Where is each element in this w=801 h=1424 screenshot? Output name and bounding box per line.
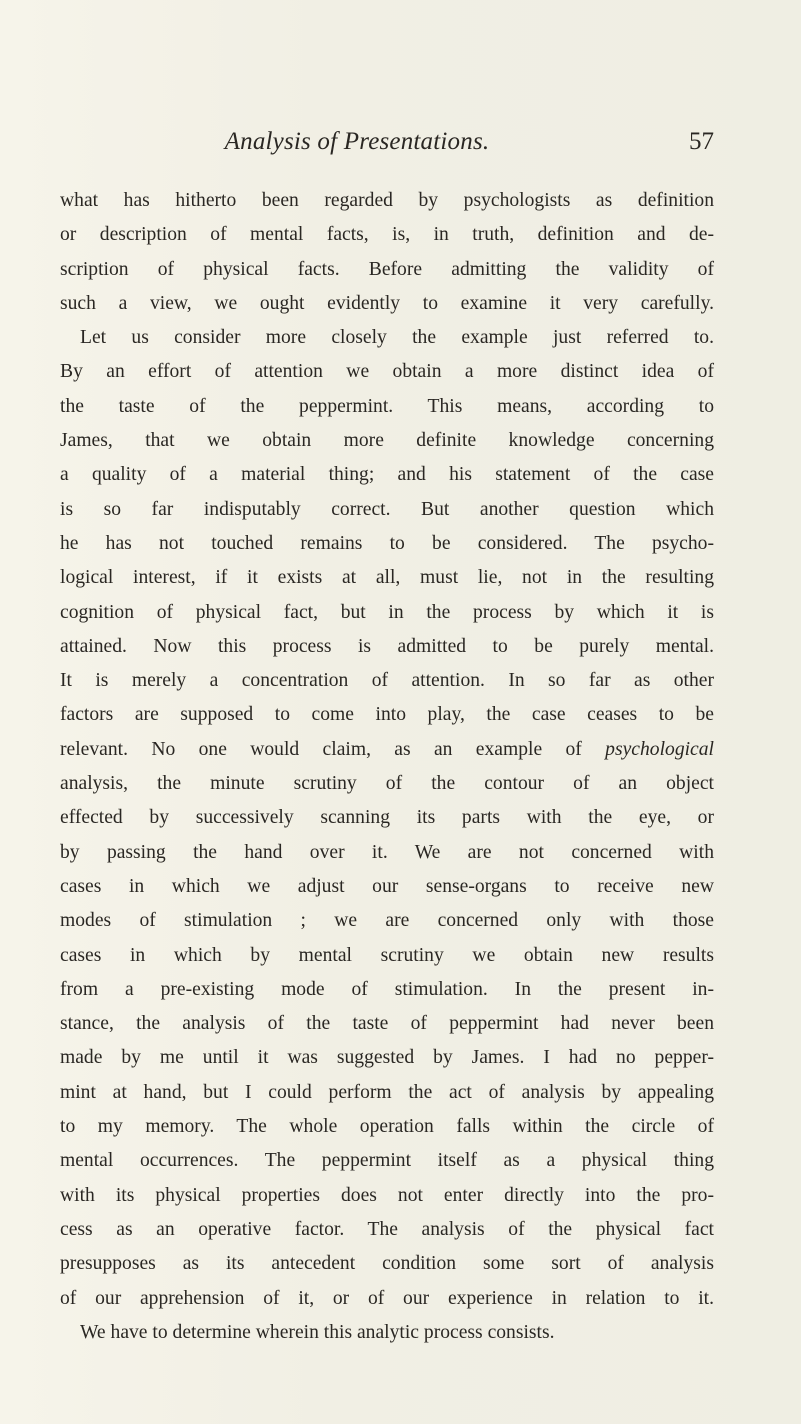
text-line: modes of stimulation ; we are concerned only with those xyxy=(60,910,714,932)
text-line: James, that we obtain more definite knowledge concerning xyxy=(60,430,714,452)
text-line: attained. Now this process is admitted to be purely mental. xyxy=(60,635,714,657)
text-line: Let us consider more closely the example just referred to. xyxy=(80,327,714,349)
text-line: with its physical properties does not enter directly into the pro- xyxy=(60,1184,714,1206)
text-segment: relevant. No one would claim, as an example of xyxy=(60,738,582,760)
text-line: factors are supposed to come into play, the case ceases to be xyxy=(60,704,714,726)
page-number: 57 xyxy=(689,128,714,155)
text-line: by passing the hand over it. We are not concerned with xyxy=(60,841,714,863)
text-line: the taste of the peppermint. This means, according to xyxy=(60,395,714,417)
running-title: Analysis of Presentations. xyxy=(224,128,490,155)
text-line: By an effort of attention we obtain a more distinct idea of xyxy=(60,361,714,383)
text-line: from a pre-existing mode of stimulation. In the present in- xyxy=(60,978,714,1000)
text-line: cognition of physical fact, but in the process by which it is xyxy=(60,601,714,623)
text-line: made by me until it was suggested by James. I had no pepper- xyxy=(60,1047,714,1069)
body-text xyxy=(60,184,714,1350)
text-line: stance, the analysis of the taste of peppermint had never been xyxy=(60,1013,714,1035)
text-line: to my memory. The whole operation falls within the circle of xyxy=(60,1116,714,1138)
text-line: presupposes as its antecedent condition some sort of analysis xyxy=(60,1253,714,1275)
page-header xyxy=(60,128,714,172)
text-line: It is merely a concentration of attention. In so far as other xyxy=(60,670,714,692)
text-line: cases in which by mental scrutiny we obtain new results xyxy=(60,944,714,966)
text-line: analysis, the minute scrutiny of the contour of an object xyxy=(60,773,714,795)
text-line: scription of physical facts. Before admitting the validity of xyxy=(60,258,714,280)
italic-term: psychological xyxy=(605,738,714,760)
text-line: effected by successively scanning its parts with the eye, or xyxy=(60,807,714,829)
text-line: mental occurrences. The peppermint itself as a physical thing xyxy=(60,1150,714,1172)
text-line: cess as an operative factor. The analysis of the physical fact xyxy=(60,1218,714,1240)
text-line: We have to determine wherein this analytic process consists. xyxy=(80,1321,555,1343)
text-line: what has hitherto been regarded by psychologists as definition xyxy=(60,190,714,211)
text-line: he has not touched remains to be considered. The psycho- xyxy=(60,532,714,554)
text-line: or description of mental facts, is, in truth, definition and de- xyxy=(60,224,714,246)
text-line: cases in which we adjust our sense-organs to receive new xyxy=(60,875,714,897)
text-line: such a view, we ought evidently to examine it very carefully. xyxy=(60,292,714,314)
text-line: is so far indisputably correct. But another question which xyxy=(60,498,714,520)
text-line: logical interest, if it exists at all, must lie, not in the resulting xyxy=(60,567,714,589)
text-line xyxy=(60,733,714,767)
text-line: mint at hand, but I could perform the act of analysis by appealing xyxy=(60,1081,714,1103)
text-line: a quality of a material thing; and his statement of the case xyxy=(60,464,714,486)
text-line: of our apprehension of it, or of our experience in relation to it. xyxy=(60,1287,714,1309)
